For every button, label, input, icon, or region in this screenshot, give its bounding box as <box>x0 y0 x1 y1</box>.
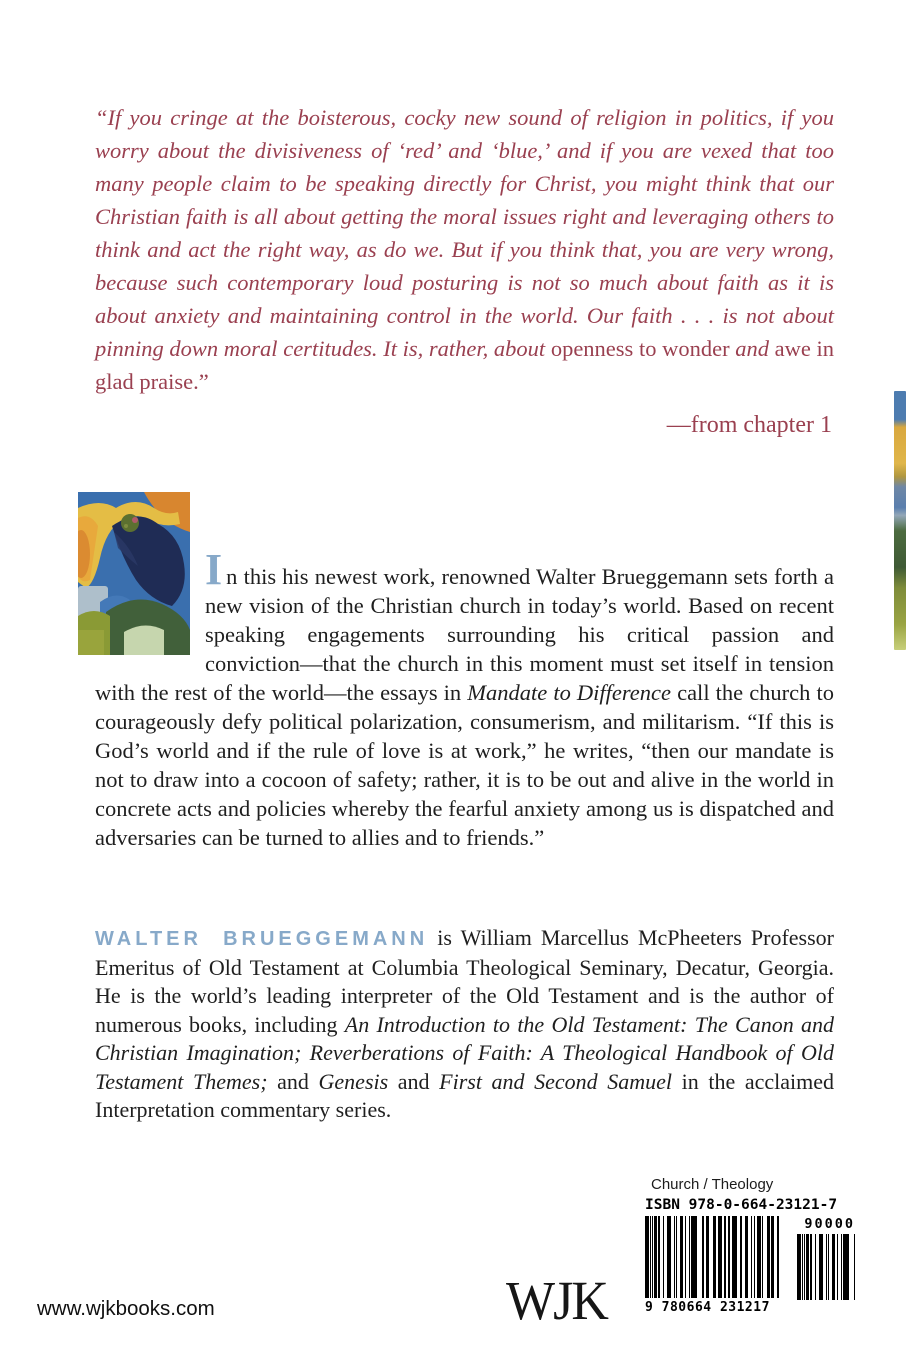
book-description <box>95 545 834 852</box>
barcode-main <box>645 1216 779 1315</box>
text-run: Mandate to Difference <box>467 680 672 705</box>
text-run: awe in glad praise.” <box>95 336 835 394</box>
publisher-logo-wjk: WJK <box>506 1271 607 1332</box>
barcode <box>645 1197 858 1315</box>
dropcap-letter: I <box>205 545 223 594</box>
text-run: in the acclaimed Interpretation commentary series. <box>95 1068 834 1122</box>
text-run: First and Second Samuel <box>439 1068 673 1094</box>
barcode-main-bars <box>645 1216 779 1298</box>
text-run: is William Marcellus McPheeters Professor Emeritus of Old Testament at Columbia Theological Seminary, Decatur, Georgia. He is the world’s leading interpreter of the Old Testament and is the author of numerous books, including <box>95 925 834 1037</box>
pull-quote-block <box>95 101 834 440</box>
text-run: openness to wonder <box>550 336 736 361</box>
barcode-supplement <box>797 1216 855 1315</box>
text-run: and <box>388 1068 440 1094</box>
author-name: WALTER BRUEGGEMANN <box>95 928 429 950</box>
art-wrap-spacer <box>95 562 205 650</box>
category-label: Church / Theology <box>651 1176 774 1193</box>
website-url: www.wjkbooks.com <box>37 1297 215 1320</box>
pull-quote-text <box>95 101 834 398</box>
text-run: An Introduction to the Old Testament: The Canon and Christian Imagination; Reverberations of Faith: A Theological Handbook of Old Testament Themes; <box>95 1011 834 1094</box>
isbn-label: ISBN 978-0-664-23121-7 <box>645 1197 838 1213</box>
spine-edge-sliver <box>894 391 906 650</box>
text-run: and <box>267 1068 319 1094</box>
quote-attribution: —from chapter 1 <box>666 412 832 438</box>
text-run: call the church to courageously defy political polarization, consumerism, and militarism. “If this is God’s world and if the rule of love is at work,” he writes, “then our mandate is not to draw into a cocoon of safety; rather, it is to be out and alive in the world in concrete acts and policies whereby the fearful anxiety among us is dispatched and adversaries can be turned to allies and to friends.” <box>95 680 834 850</box>
description-text <box>95 564 834 850</box>
text-run: “If you cringe at the boisterous, cocky new sound of religion in politics, if you worry about the divisiveness of ‘red’ and ‘blue,’ and if you are vexed that too many people claim to be speaking directly for Christ, you might think that our Christian faith is all about getting the moral issues right and leveraging others to think and act the right way, as do we. But if you think that, you are very wrong, because such contemporary loud posturing is not so much about faith as it is about anxiety and maintaining control in the world. Our faith . . . is not about pinning down moral certitudes. It is, rather, about <box>95 105 834 361</box>
text-run: and <box>735 336 769 361</box>
barcode-digits: 9 780664 231217 <box>645 1300 770 1315</box>
barcode-bars-row <box>645 1216 858 1315</box>
text-run: n this his newest work, renowned Walter Brueggemann sets forth a new vision of the Christian church in today’s world. Based on recent speaking engagements surrounding his critical passion and conviction—that the church in this moment must set itself in tension with the rest of the world—the essays in <box>95 564 834 705</box>
price-code: 90000 <box>804 1216 855 1232</box>
text-run: Genesis <box>318 1068 389 1094</box>
author-bio <box>95 924 834 1125</box>
author-bio-text <box>95 925 834 1122</box>
barcode-supplement-bars <box>797 1234 855 1300</box>
